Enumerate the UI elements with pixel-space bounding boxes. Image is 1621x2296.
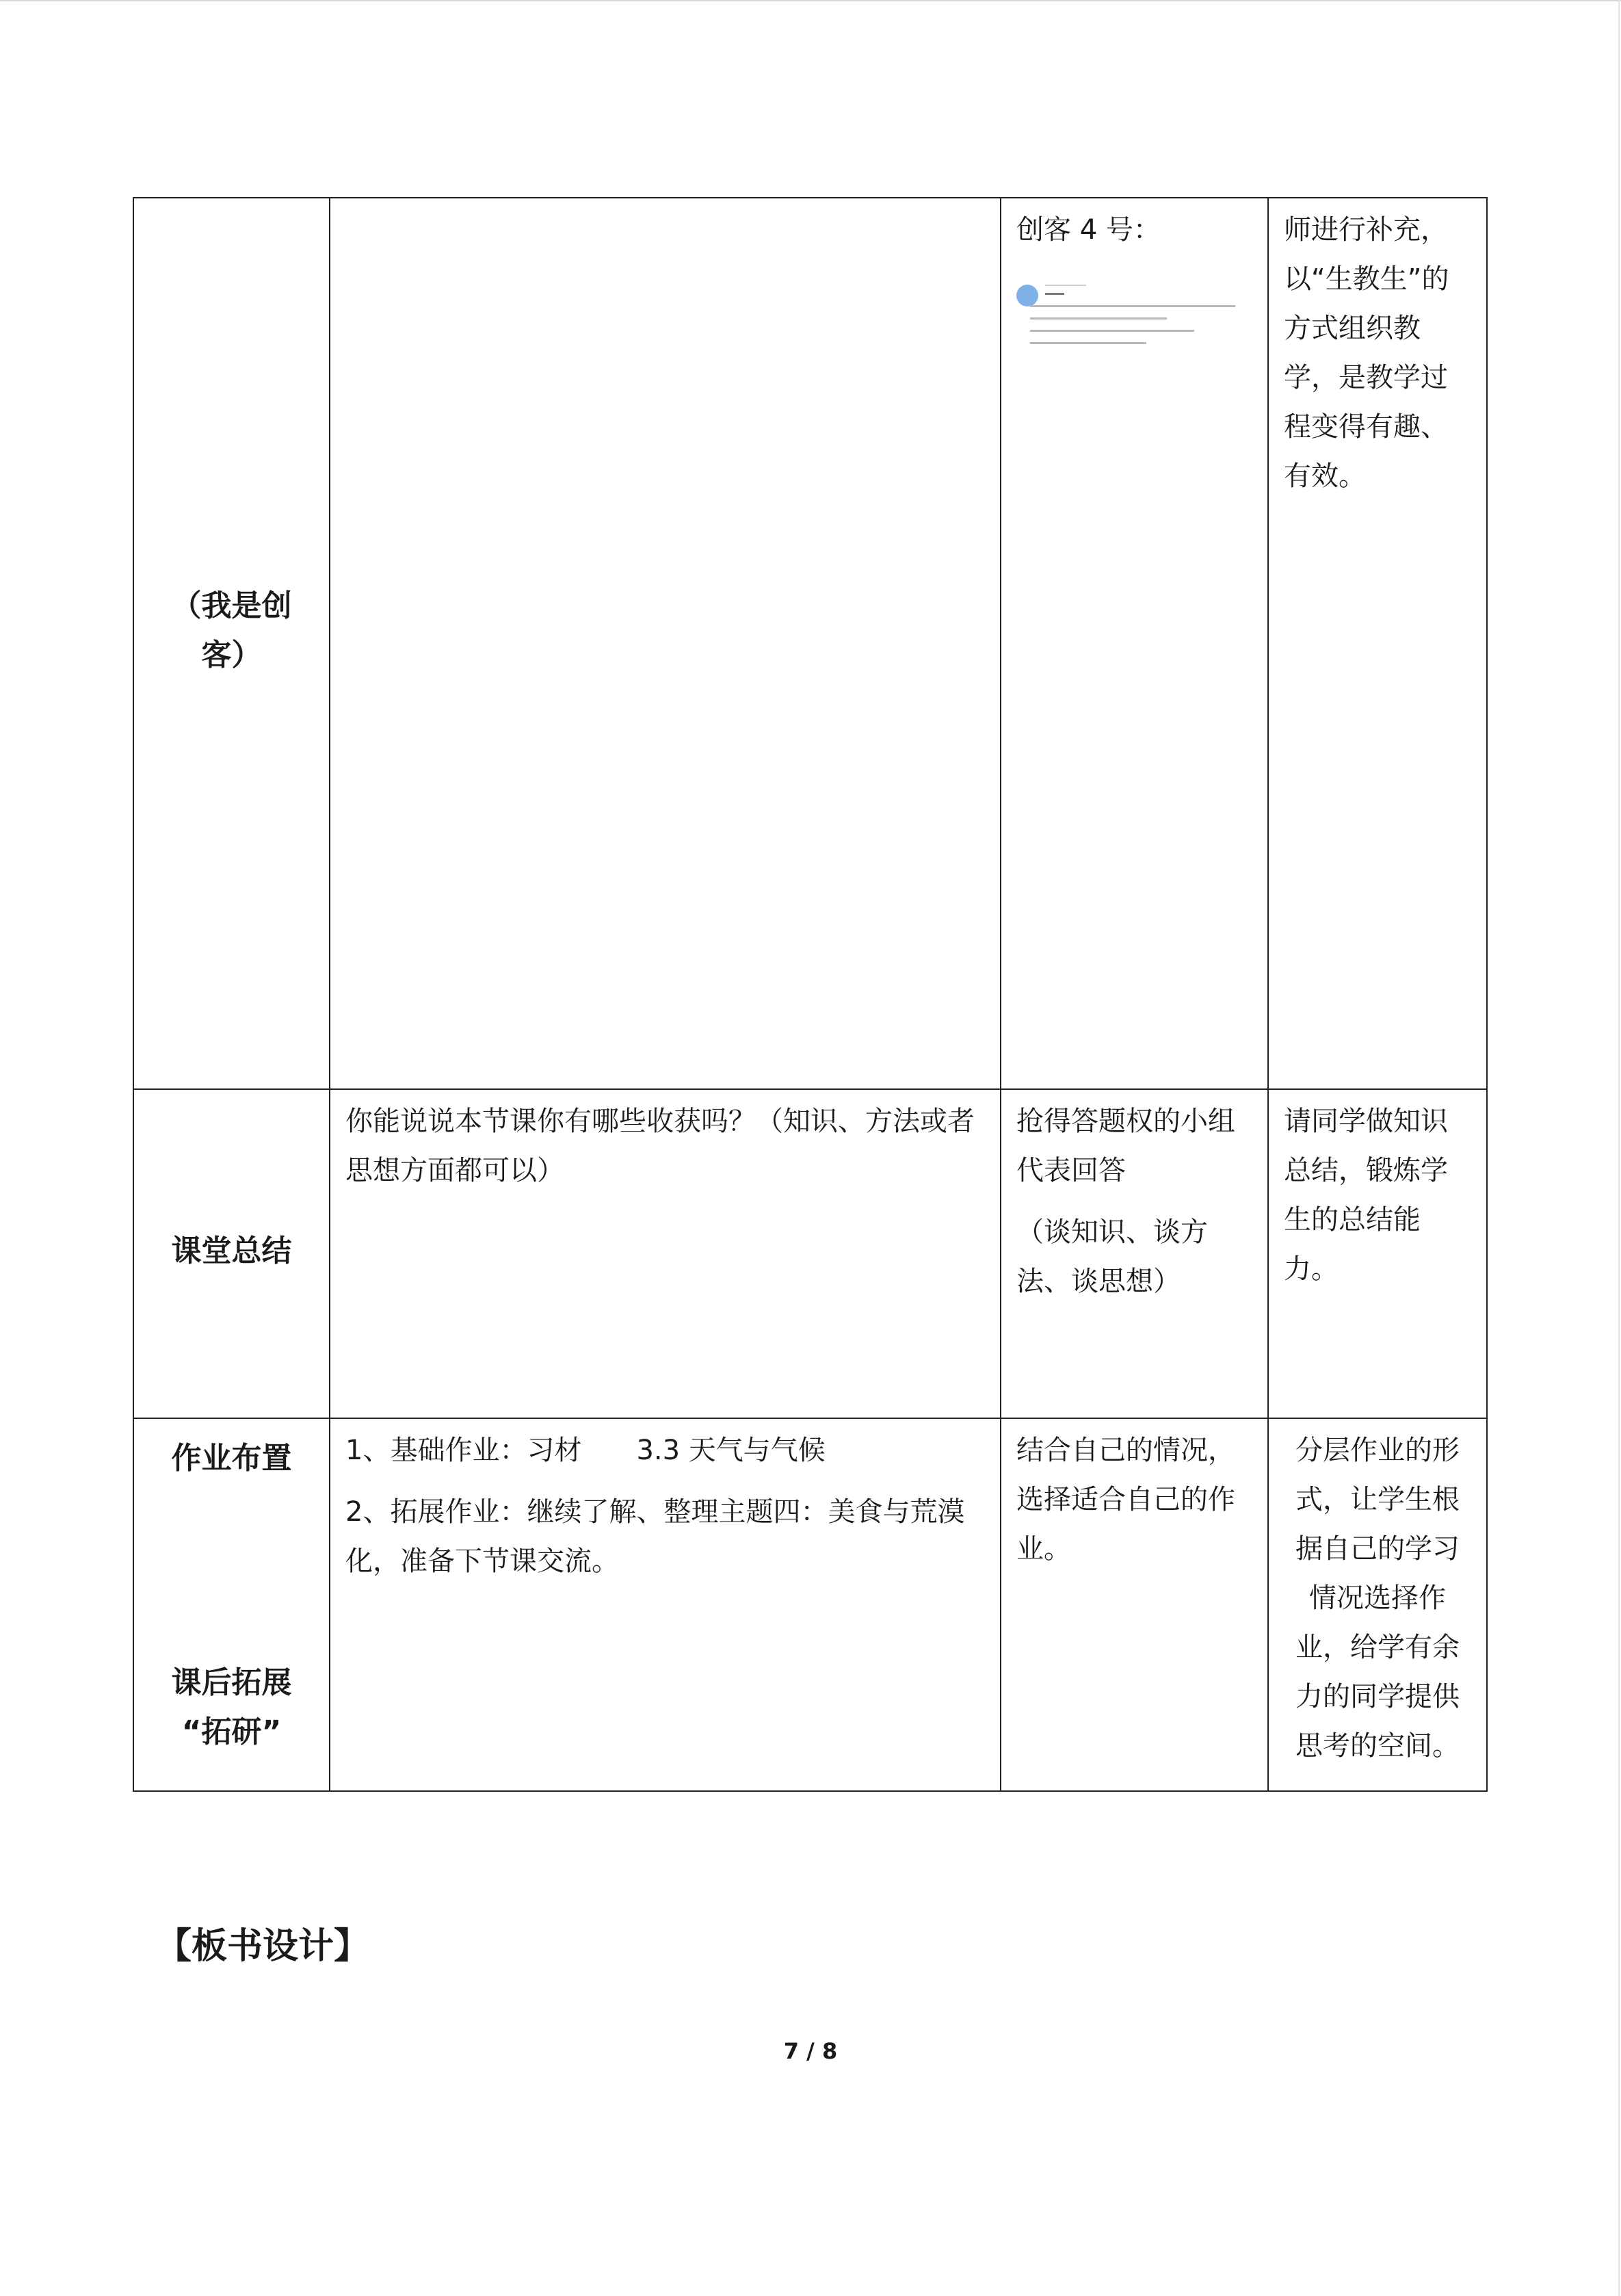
student-activity-cell [1001,1418,1268,1791]
teacher-activity-cell [330,1089,1001,1418]
row-label-cell [133,1418,330,1791]
student-activity-text: 创客 4 号： [1016,214,1161,246]
student-activity-text: 结合自己的情况，选择适合自己的作业。 [1016,1435,1235,1565]
teacher-activity-cell [330,198,1001,1089]
row-label-cell [133,1089,330,1418]
row-label-cell [133,198,330,1089]
teacher-activity-text: 1、基础作业：习材 3.3 天气与气候 [345,1435,826,1466]
row-label-line: 客） [201,638,262,673]
row-label: 作业布置 [171,1441,292,1476]
row-label [134,1658,329,1757]
teacher-activity-text: 2、拓展作业：继续了解、整理主题四：美食与荒漠化，准备下节课交流。 [345,1496,965,1577]
lesson-plan-table [133,197,1488,1792]
row-label-line: 课后拓展 [171,1665,292,1700]
page-number: 7 / 8 [783,2038,838,2064]
design-intent-text: 分层作业的形式，让学生根据自己的学习情况选择作业，给学有余力的同学提供思考的空间。 [1295,1435,1460,1762]
page-top-border [0,0,1621,1]
design-intent-cell [1268,198,1487,1089]
row-label-line: “拓研” [181,1714,282,1749]
avatar-icon [1016,285,1038,306]
design-intent-cell [1268,1418,1487,1791]
design-intent-text: 请同学做知识总结，锻炼学生的总结能力。 [1284,1106,1448,1285]
student-activity-cell [1001,198,1268,1089]
table-row [133,1089,1487,1418]
design-intent-text: 师进行补充，以“生教生”的方式组织教学，是教学过程变得有趣、有效。 [1284,214,1449,492]
row-label-line: （我是创 [171,588,292,623]
teacher-activity-text: 你能说说本节课你有哪些收获吗？（知识、方法或者思想方面都可以） [345,1106,975,1186]
row-label [134,582,329,680]
table-row [133,198,1487,1089]
row-label: 课堂总结 [171,1234,292,1268]
student-activity-text: （谈知识、谈方法、谈思想） [1016,1216,1208,1297]
section-title: 【板书设计】 [156,1926,370,1967]
student-activity-text: 抢得答题权的小组代表回答 [1016,1106,1235,1186]
teacher-activity-cell [330,1418,1001,1791]
page-right-border [1618,0,1620,2296]
student-activity-cell [1001,1089,1268,1418]
design-intent-cell [1268,1089,1487,1418]
embedded-screenshot [1016,279,1242,354]
table-row [133,1418,1487,1791]
